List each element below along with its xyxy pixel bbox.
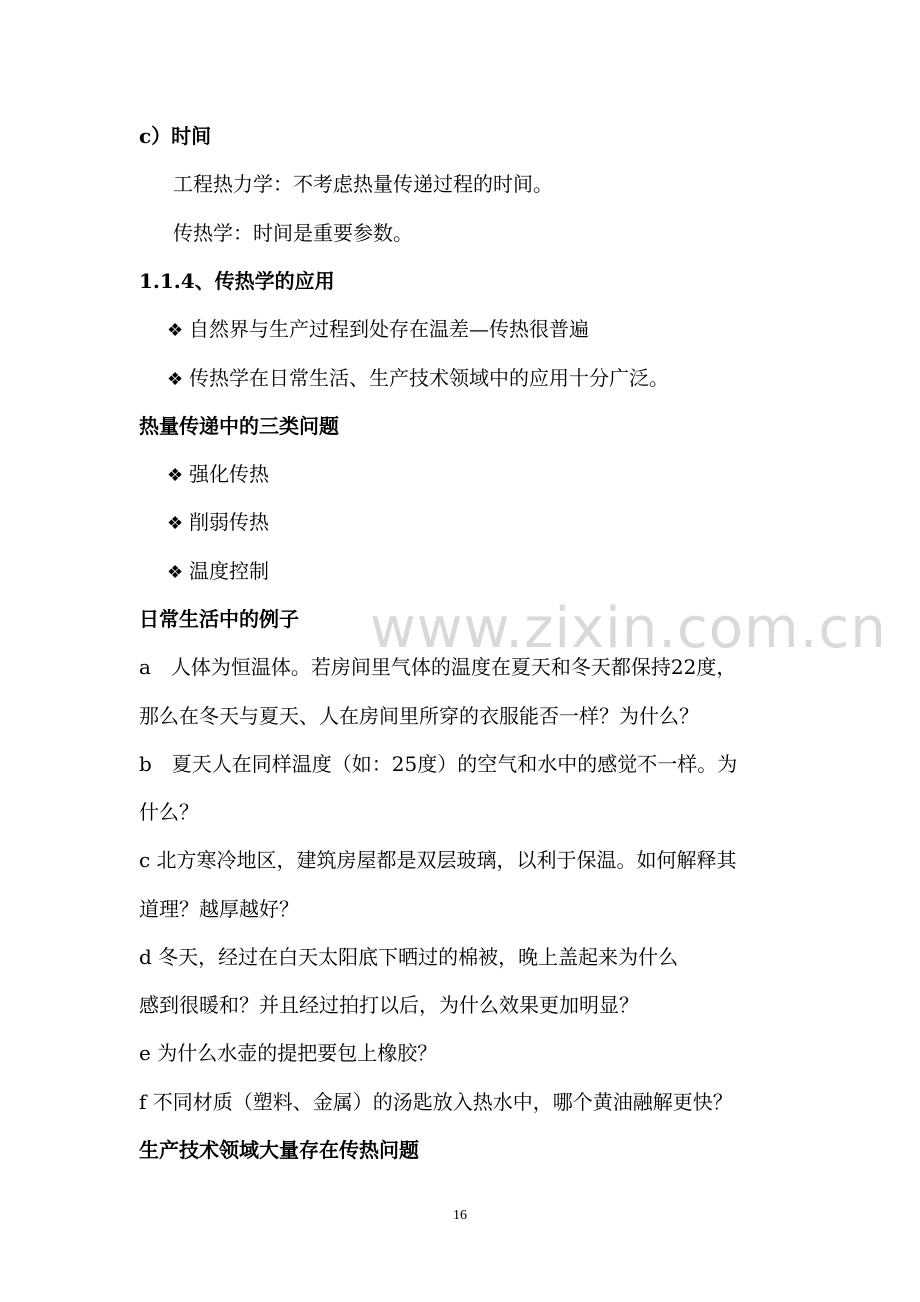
heading-three-problems: 热量传递中的三类问题 [139, 414, 339, 438]
bullet-item-weaken [167, 509, 269, 537]
diamond-bullet-icon: ❖ [167, 562, 184, 583]
heading-examples: 日常生活中的例子 [139, 607, 299, 631]
diamond-bullet-icon: ❖ [167, 320, 184, 341]
diamond-bullet-icon: ❖ [167, 369, 184, 390]
example-d-line-2: 感到很暖和？并且经过拍打以后，为什么效果更加明显？ [139, 993, 639, 1017]
paragraph-engineering-thermo: 工程热力学：不考虑热量传递过程的时间。 [173, 172, 553, 196]
example-c-line-1: c 北方寒冷地区，建筑房屋都是双层玻璃，以利于保温。如何解释其 [139, 848, 737, 872]
example-d-line-1: d 冬天，经过在白天太阳底下晒过的棉被，晚上盖起来为什么 [139, 945, 679, 969]
bullet-item-text: 传热学在日常生活、生产技术领域中的应用十分广泛。 [189, 366, 669, 390]
example-a-line-2: 那么在冬天与夏天、人在房间里所穿的衣服能否一样？为什么？ [139, 704, 699, 728]
bullet-item-text: 自然界与生产过程到处存在温差—传热很普遍 [189, 317, 589, 341]
page-number: 16 [453, 1208, 467, 1223]
bullet-item-nature [167, 316, 589, 344]
example-b-line-2: 什么？ [139, 800, 199, 824]
bullet-item-text: 削弱传热 [189, 510, 269, 534]
paragraph-heat-transfer-time: 传热学：时间是重要参数。 [173, 221, 413, 245]
bullet-item-enhance [167, 461, 269, 489]
bullet-item-daily [167, 365, 669, 393]
heading-time: c）时间 [139, 124, 212, 148]
heading-application: 1.1.4、传热学的应用 [139, 269, 335, 293]
example-a-line-1: a 人体为恒温体。若房间里气体的温度在夏天和冬天都保持22度， [139, 655, 737, 679]
bullet-item-text: 温度控制 [189, 559, 269, 583]
diamond-bullet-icon: ❖ [167, 465, 184, 486]
example-b-line-1: b 夏天人在同样温度（如：25度）的空气和水中的感觉不一样。为 [139, 752, 738, 776]
bullet-item-control [167, 558, 269, 586]
watermark: www.zixin.com.cn [370, 596, 887, 661]
example-c-line-2: 道理？越厚越好？ [139, 897, 299, 921]
diamond-bullet-icon: ❖ [167, 513, 184, 534]
example-f-line: f 不同材质（塑料、金属）的汤匙放入热水中，哪个黄油融解更快？ [139, 1090, 733, 1114]
heading-industry: 生产技术领域大量存在传热问题 [139, 1138, 419, 1162]
bullet-item-text: 强化传热 [189, 462, 269, 486]
example-e-line: e 为什么水壶的提把要包上橡胶？ [139, 1041, 438, 1065]
